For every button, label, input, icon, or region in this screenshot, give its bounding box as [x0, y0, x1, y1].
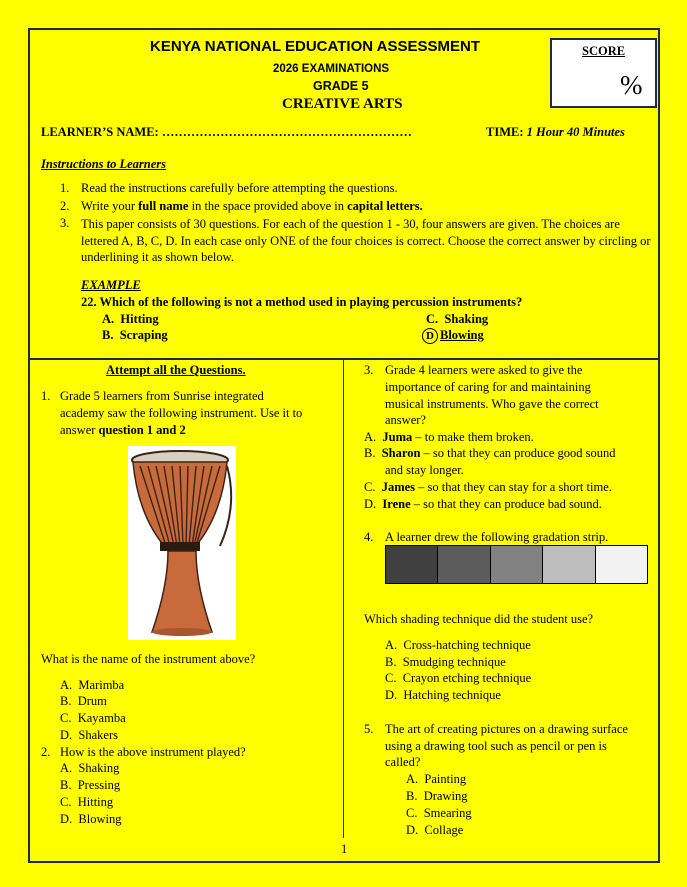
- instructions-heading: Instructions to Learners: [41, 157, 167, 171]
- exam-year: 2026 EXAMINATIONS: [273, 63, 390, 75]
- q4-subquestion: Which shading technique did the student use?: [364, 612, 594, 626]
- option-text: Cross-hatching technique: [403, 638, 531, 652]
- instruction-2-text: Write your: [81, 199, 139, 213]
- option-name: James: [381, 480, 416, 494]
- option-letter: B.: [406, 789, 418, 803]
- subject-label: CREATIVE ARTS: [282, 96, 403, 112]
- option-text: Collage: [424, 823, 464, 837]
- q3-number: 3.: [364, 363, 374, 377]
- time-label: TIME:: [486, 125, 524, 139]
- q5-option-d[interactable]: [406, 823, 463, 838]
- q1-question: What is the name of the instrument above?: [41, 652, 256, 666]
- q3-option-b-continued: and stay longer.: [385, 463, 464, 477]
- option-text: Drawing: [423, 789, 468, 803]
- instruction-2-bold: full name: [138, 199, 189, 213]
- q4-question: A learner drew the following gradation strip.: [385, 530, 609, 544]
- learner-name-field[interactable]: LEARNER’S NAME: ……………………………………………………: [41, 125, 412, 139]
- section-divider: [28, 358, 660, 360]
- option-name: Sharon: [381, 446, 421, 460]
- option-letter: B.: [385, 655, 397, 669]
- option-letter: A.: [60, 761, 73, 775]
- page-number: 1: [341, 842, 348, 856]
- option-text: Drum: [77, 694, 107, 708]
- q4-option-b[interactable]: [385, 655, 506, 670]
- q2-option-b[interactable]: [60, 778, 120, 793]
- q4-number: 4.: [364, 530, 374, 544]
- q5-line-3: called?: [385, 755, 421, 769]
- instruction-3-num: 3.: [60, 216, 70, 230]
- q5-option-b[interactable]: [406, 789, 467, 804]
- option-text: Kayamba: [77, 711, 126, 725]
- option-text: – so that they can stay for a short time.: [415, 480, 612, 494]
- option-text: Smudging technique: [402, 655, 506, 669]
- q5-line-2: using a drawing tool such as pencil or pen is: [385, 739, 607, 753]
- option-name: Juma: [382, 430, 413, 444]
- q3-line-4: answer?: [385, 413, 426, 427]
- option-letter: A.: [385, 638, 398, 652]
- option-letter: A.: [102, 312, 115, 326]
- q3-option-a[interactable]: [364, 430, 534, 445]
- score-label: SCORE: [582, 44, 626, 58]
- q5-option-a[interactable]: [406, 772, 466, 787]
- q2-option-d[interactable]: [60, 812, 121, 827]
- grade-label: GRADE 5: [313, 79, 369, 93]
- q1-option-a[interactable]: [60, 678, 124, 693]
- example-option-a: [102, 312, 159, 327]
- option-letter: D.: [406, 823, 419, 837]
- q2-option-a[interactable]: [60, 761, 119, 776]
- q1-line-2: academy saw the following instrument. Use it to: [60, 406, 303, 420]
- option-letter: A.: [60, 678, 73, 692]
- option-letter: D.: [364, 497, 377, 511]
- gradation-cell: [491, 546, 543, 583]
- option-text: Marimba: [78, 678, 125, 692]
- q5-line-1: The art of creating pictures on a drawing surface: [385, 722, 628, 736]
- q2-number: 2.: [41, 745, 51, 759]
- q2-option-c[interactable]: [60, 795, 113, 810]
- q5-number: 5.: [364, 722, 374, 736]
- gradation-cell: [543, 546, 595, 583]
- instruction-1: Read the instructions carefully before attempting the questions.: [81, 181, 398, 195]
- option-letter: A.: [406, 772, 419, 786]
- option-text: – to make them broken.: [412, 430, 534, 444]
- instruction-2-bold-2: capital letters.: [347, 199, 423, 213]
- time-allowed: [486, 125, 625, 140]
- option-text: Scraping: [119, 328, 168, 342]
- column-divider: [343, 360, 344, 838]
- q2-question: How is the above instrument played?: [60, 745, 246, 759]
- score-percent: %: [620, 70, 643, 100]
- option-text: Shakers: [78, 728, 118, 742]
- instruction-2-text-mid: in the space provided above in: [188, 199, 348, 213]
- option-letter: B.: [60, 694, 72, 708]
- example-option-d: [422, 328, 484, 344]
- q3-line-3: musical instruments. Who gave the correct: [385, 397, 599, 411]
- q1-option-c[interactable]: [60, 711, 126, 726]
- q4-option-d[interactable]: [385, 688, 501, 703]
- q5-option-c[interactable]: [406, 806, 472, 821]
- option-letter: B.: [364, 446, 376, 460]
- example-option-c: [426, 312, 488, 327]
- gradation-strip: [385, 545, 648, 584]
- gradation-cell: [386, 546, 438, 583]
- instruction-2-num: 2.: [60, 199, 70, 213]
- option-letter: B.: [60, 778, 72, 792]
- djembe-drum-image: [128, 446, 236, 640]
- example-option-b: [102, 328, 168, 343]
- q1-number: 1.: [41, 389, 51, 403]
- q4-option-c[interactable]: [385, 671, 531, 686]
- q1-option-d[interactable]: [60, 728, 118, 743]
- q1-line-3-bold: question 1 and 2: [98, 423, 186, 437]
- circled-answer-letter: D: [422, 328, 438, 344]
- q4-option-a[interactable]: [385, 638, 531, 653]
- q1-option-b[interactable]: [60, 694, 107, 709]
- underlined-answer: Blowing: [440, 328, 484, 342]
- q3-line-1: Grade 4 learners were asked to give the: [385, 363, 583, 377]
- option-text: – so that they can produce bad sound.: [410, 497, 602, 511]
- option-text: Smearing: [423, 806, 472, 820]
- option-text: Pressing: [77, 778, 121, 792]
- attempt-all-heading: Attempt all the Questions.: [106, 363, 246, 377]
- option-letter: C.: [364, 480, 376, 494]
- instruction-2: [81, 199, 423, 214]
- option-text: Shaking: [78, 761, 120, 775]
- gradation-cell: [438, 546, 490, 583]
- instruction-1-num: 1.: [60, 181, 70, 195]
- option-letter: C.: [60, 795, 72, 809]
- option-text: Hitting: [120, 312, 159, 326]
- option-letter: B.: [102, 328, 114, 342]
- q1-line-1: Grade 5 learners from Sunrise integrated: [60, 389, 264, 403]
- example-question: 22. Which of the following is not a method used in playing percussion instruments?: [81, 295, 523, 309]
- option-letter: C.: [60, 711, 72, 725]
- gradation-cell: [596, 546, 647, 583]
- option-text: Hatching technique: [403, 688, 501, 702]
- option-letter: C.: [426, 312, 439, 326]
- option-text: Crayon etching technique: [402, 671, 532, 685]
- q3-option-d[interactable]: [364, 497, 602, 512]
- option-text: Painting: [424, 772, 467, 786]
- option-text: – so that they can produce good sound: [420, 446, 616, 460]
- time-value: 1 Hour 40 Minutes: [526, 125, 625, 139]
- q1-line-3-text: answer: [60, 423, 99, 437]
- option-letter: C.: [385, 671, 397, 685]
- q3-option-b[interactable]: [364, 446, 616, 461]
- option-letter: D.: [385, 688, 398, 702]
- instruction-3: This paper consists of 30 questions. For each of the question 1 - 30, four answers are given. The choices are lettered A, B, C, D. In each case only ONE of the four choices is correct. Choose the correct answer by circling or underlining it as shown below.: [81, 217, 651, 264]
- q1-line-3: [60, 423, 186, 438]
- score-box[interactable]: [550, 38, 657, 108]
- option-name: Irene: [382, 497, 411, 511]
- example-label: EXAMPLE: [81, 278, 141, 292]
- q3-option-c[interactable]: [364, 480, 612, 495]
- option-letter: A.: [364, 430, 377, 444]
- option-letter: C.: [406, 806, 418, 820]
- option-letter: D.: [60, 728, 73, 742]
- option-letter: D.: [60, 812, 73, 826]
- option-text: Shaking: [444, 312, 489, 326]
- option-text: Hitting: [77, 795, 114, 809]
- q3-line-2: importance of caring for and maintaining: [385, 380, 591, 394]
- option-text: Blowing: [78, 812, 122, 826]
- exam-title: KENYA NATIONAL EDUCATION ASSESSMENT: [150, 38, 481, 55]
